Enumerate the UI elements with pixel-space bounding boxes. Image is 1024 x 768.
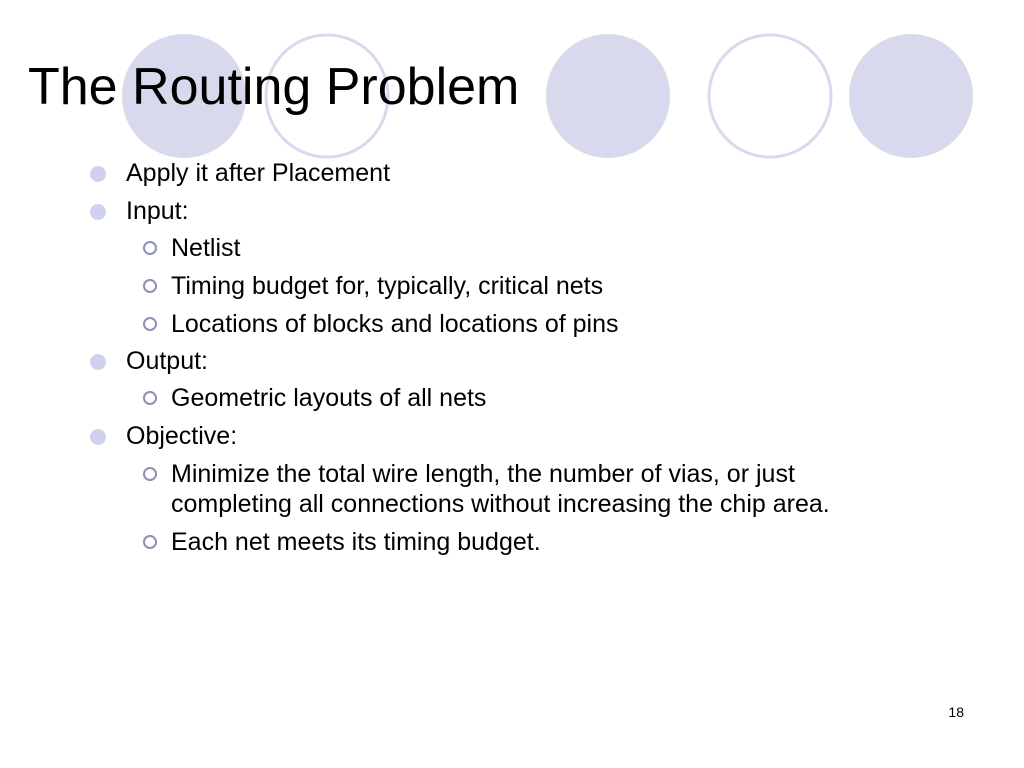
bullet-text: Apply it after Placement	[126, 159, 391, 187]
page-number: 18	[948, 704, 964, 720]
bullet-item	[126, 158, 390, 188]
sub-bullet-text: Each net meets its timing budget.	[171, 528, 541, 556]
ring-bullet-icon	[143, 391, 157, 405]
sub-bullet-text: Netlist	[171, 234, 241, 262]
sub-bullet-item	[171, 459, 795, 489]
sub-bullet-text: Minimize the total wire length, the number of vias, or just	[171, 460, 795, 488]
sub-bullet-item	[171, 383, 486, 413]
sub-bullet-item	[171, 271, 603, 301]
filled-bullet-icon	[90, 354, 106, 370]
slide-title: The Routing Problem	[28, 58, 520, 116]
bullet-text: Input:	[126, 197, 189, 225]
ring-bullet-icon	[143, 241, 157, 255]
filled-bullet-icon	[90, 204, 106, 220]
bullet-text: Output:	[126, 347, 208, 375]
filled-bullet-icon	[90, 429, 106, 445]
ring-bullet-icon	[143, 317, 157, 331]
filled-bullet-icon	[90, 166, 106, 182]
ring-bullet-icon	[143, 535, 157, 549]
sub-bullet-text: Timing budget for, typically, critical nets	[171, 272, 604, 300]
ring-bullet-icon	[143, 279, 157, 293]
bullet-item	[126, 421, 237, 451]
bullet-item	[126, 196, 189, 226]
sub-bullet-continuation	[171, 489, 830, 519]
sub-bullet-item	[171, 309, 619, 339]
sub-bullet-text: Locations of blocks and locations of pins	[171, 310, 619, 338]
ring-bullet-icon	[143, 467, 157, 481]
bullet-text: Objective:	[126, 422, 238, 450]
sub-bullet-text: Geometric layouts of all nets	[171, 384, 487, 412]
decor-circle-3	[546, 34, 670, 158]
sub-bullet-item	[171, 527, 541, 557]
decor-circle-5	[849, 34, 973, 158]
sub-bullet-text: completing all connections without increasing the chip area.	[171, 490, 830, 518]
bullet-item	[126, 346, 208, 376]
sub-bullet-item	[171, 233, 240, 263]
decor-circle-4	[709, 35, 831, 157]
